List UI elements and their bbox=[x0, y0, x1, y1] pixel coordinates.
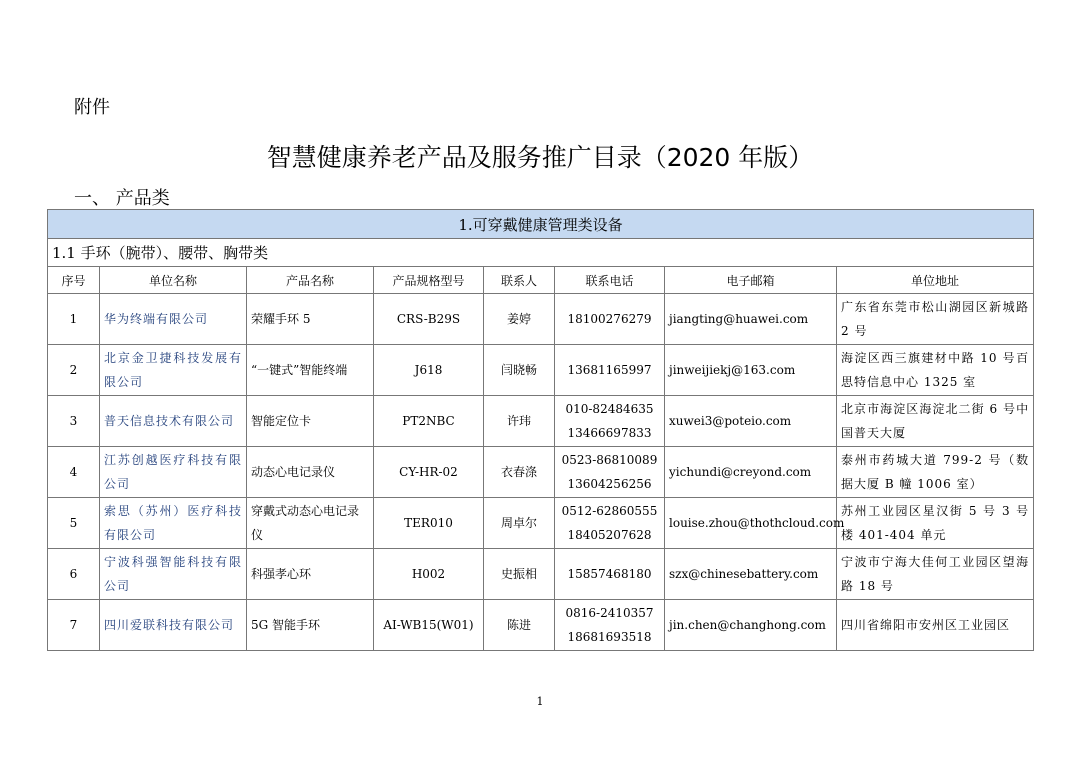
cell-contact: 许玮 bbox=[484, 396, 555, 447]
table-row bbox=[48, 396, 1034, 447]
cell-email: xuwei3@poteio.com bbox=[665, 396, 837, 447]
attachment-label: 附件 bbox=[74, 97, 110, 118]
table-row bbox=[48, 294, 1034, 345]
cell-no: 1 bbox=[48, 294, 100, 345]
table-row bbox=[48, 345, 1034, 396]
page-number: 1 bbox=[536, 695, 544, 708]
table-body bbox=[48, 294, 1034, 651]
cell-contact: 史振相 bbox=[484, 549, 555, 600]
cell-no: 2 bbox=[48, 345, 100, 396]
column-header-no: 序号 bbox=[48, 267, 100, 294]
cell-no: 7 bbox=[48, 600, 100, 651]
cell-product: 动态心电记录仪 bbox=[247, 447, 374, 498]
cell-contact: 衣春涤 bbox=[484, 447, 555, 498]
cell-product: 智能定位卡 bbox=[247, 396, 374, 447]
column-header-product: 产品名称 bbox=[247, 267, 374, 294]
cell-company: 北京金卫捷科技发展有限公司 bbox=[100, 345, 247, 396]
cell-email: jin.chen@changhong.com bbox=[665, 600, 837, 651]
cell-email: szx@chinesebattery.com bbox=[665, 549, 837, 600]
cell-model: PT2NBC bbox=[374, 396, 484, 447]
cell-contact: 闫晓畅 bbox=[484, 345, 555, 396]
cell-company: 华为终端有限公司 bbox=[100, 294, 247, 345]
cell-phone: 0523-86810089 13604256256 bbox=[555, 447, 665, 498]
page-title: 智慧健康养老产品及服务推广目录（2020 年版） bbox=[266, 143, 814, 172]
column-header-email: 电子邮箱 bbox=[665, 267, 837, 294]
cell-product: 5G 智能手环 bbox=[247, 600, 374, 651]
table-row bbox=[48, 549, 1034, 600]
cell-email: yichundi@creyond.com bbox=[665, 447, 837, 498]
cell-model: TER010 bbox=[374, 498, 484, 549]
table-row bbox=[48, 498, 1034, 549]
cell-phone: 0512-62860555 18405207628 bbox=[555, 498, 665, 549]
cell-model: AI-WB15(W01) bbox=[374, 600, 484, 651]
column-header-row bbox=[48, 267, 1034, 294]
cell-contact: 陈进 bbox=[484, 600, 555, 651]
cell-address: 苏州工业园区星汉街 5 号 3 号楼 401-404 单元 bbox=[837, 498, 1034, 549]
cell-company: 四川爱联科技有限公司 bbox=[100, 600, 247, 651]
cell-model: CRS-B29S bbox=[374, 294, 484, 345]
cell-product: 荣耀手环 5 bbox=[247, 294, 374, 345]
cell-address: 海淀区西三旗建材中路 10 号百思特信息中心 1325 室 bbox=[837, 345, 1034, 396]
cell-no: 3 bbox=[48, 396, 100, 447]
section-title: 一、 产品类 bbox=[74, 188, 170, 209]
subcategory-title: 1.1 手环（腕带）、腰带、胸带类 bbox=[48, 239, 1034, 267]
column-header-contact: 联系人 bbox=[484, 267, 555, 294]
cell-address: 宁波市宁海大佳何工业园区望海路 18 号 bbox=[837, 549, 1034, 600]
cell-model: CY-HR-02 bbox=[374, 447, 484, 498]
cell-phone: 18100276279 bbox=[555, 294, 665, 345]
column-header-model: 产品规格型号 bbox=[374, 267, 484, 294]
cell-address: 泰州市药城大道 799-2 号（数据大厦 B 幢 1006 室） bbox=[837, 447, 1034, 498]
cell-company: 索思（苏州）医疗科技有限公司 bbox=[100, 498, 247, 549]
cell-phone: 0816-2410357 18681693518 bbox=[555, 600, 665, 651]
cell-phone: 15857468180 bbox=[555, 549, 665, 600]
cell-product: 穿戴式动态心电记录仪 bbox=[247, 498, 374, 549]
cell-address: 广东省东莞市松山湖园区新城路 2 号 bbox=[837, 294, 1034, 345]
cell-company: 江苏创越医疗科技有限公司 bbox=[100, 447, 247, 498]
cell-email: jinweijiekj@163.com bbox=[665, 345, 837, 396]
category-header-row bbox=[48, 210, 1034, 239]
cell-address: 四川省绵阳市安州区工业园区 bbox=[837, 600, 1034, 651]
cell-company: 宁波科强智能科技有限公司 bbox=[100, 549, 247, 600]
cell-no: 4 bbox=[48, 447, 100, 498]
product-catalog-table bbox=[47, 209, 1034, 651]
column-header-phone: 联系电话 bbox=[555, 267, 665, 294]
cell-phone: 13681165997 bbox=[555, 345, 665, 396]
category-title: 1.可穿戴健康管理类设备 bbox=[48, 210, 1034, 239]
column-header-address: 单位地址 bbox=[837, 267, 1034, 294]
table-row bbox=[48, 600, 1034, 651]
cell-contact: 周卓尔 bbox=[484, 498, 555, 549]
cell-product: 科强孝心环 bbox=[247, 549, 374, 600]
cell-contact: 姜婷 bbox=[484, 294, 555, 345]
cell-no: 6 bbox=[48, 549, 100, 600]
cell-model: H002 bbox=[374, 549, 484, 600]
cell-address: 北京市海淀区海淀北二街 6 号中国普天大厦 bbox=[837, 396, 1034, 447]
table-row bbox=[48, 447, 1034, 498]
cell-model: J618 bbox=[374, 345, 484, 396]
cell-email: louise.zhou@thothcloud.com bbox=[665, 498, 837, 549]
cell-company: 普天信息技术有限公司 bbox=[100, 396, 247, 447]
cell-phone: 010-82484635 13466697833 bbox=[555, 396, 665, 447]
subcategory-header-row bbox=[48, 239, 1034, 267]
cell-product: “一键式”智能终端 bbox=[247, 345, 374, 396]
column-header-company: 单位名称 bbox=[100, 267, 247, 294]
cell-email: jiangting@huawei.com bbox=[665, 294, 837, 345]
cell-no: 5 bbox=[48, 498, 100, 549]
